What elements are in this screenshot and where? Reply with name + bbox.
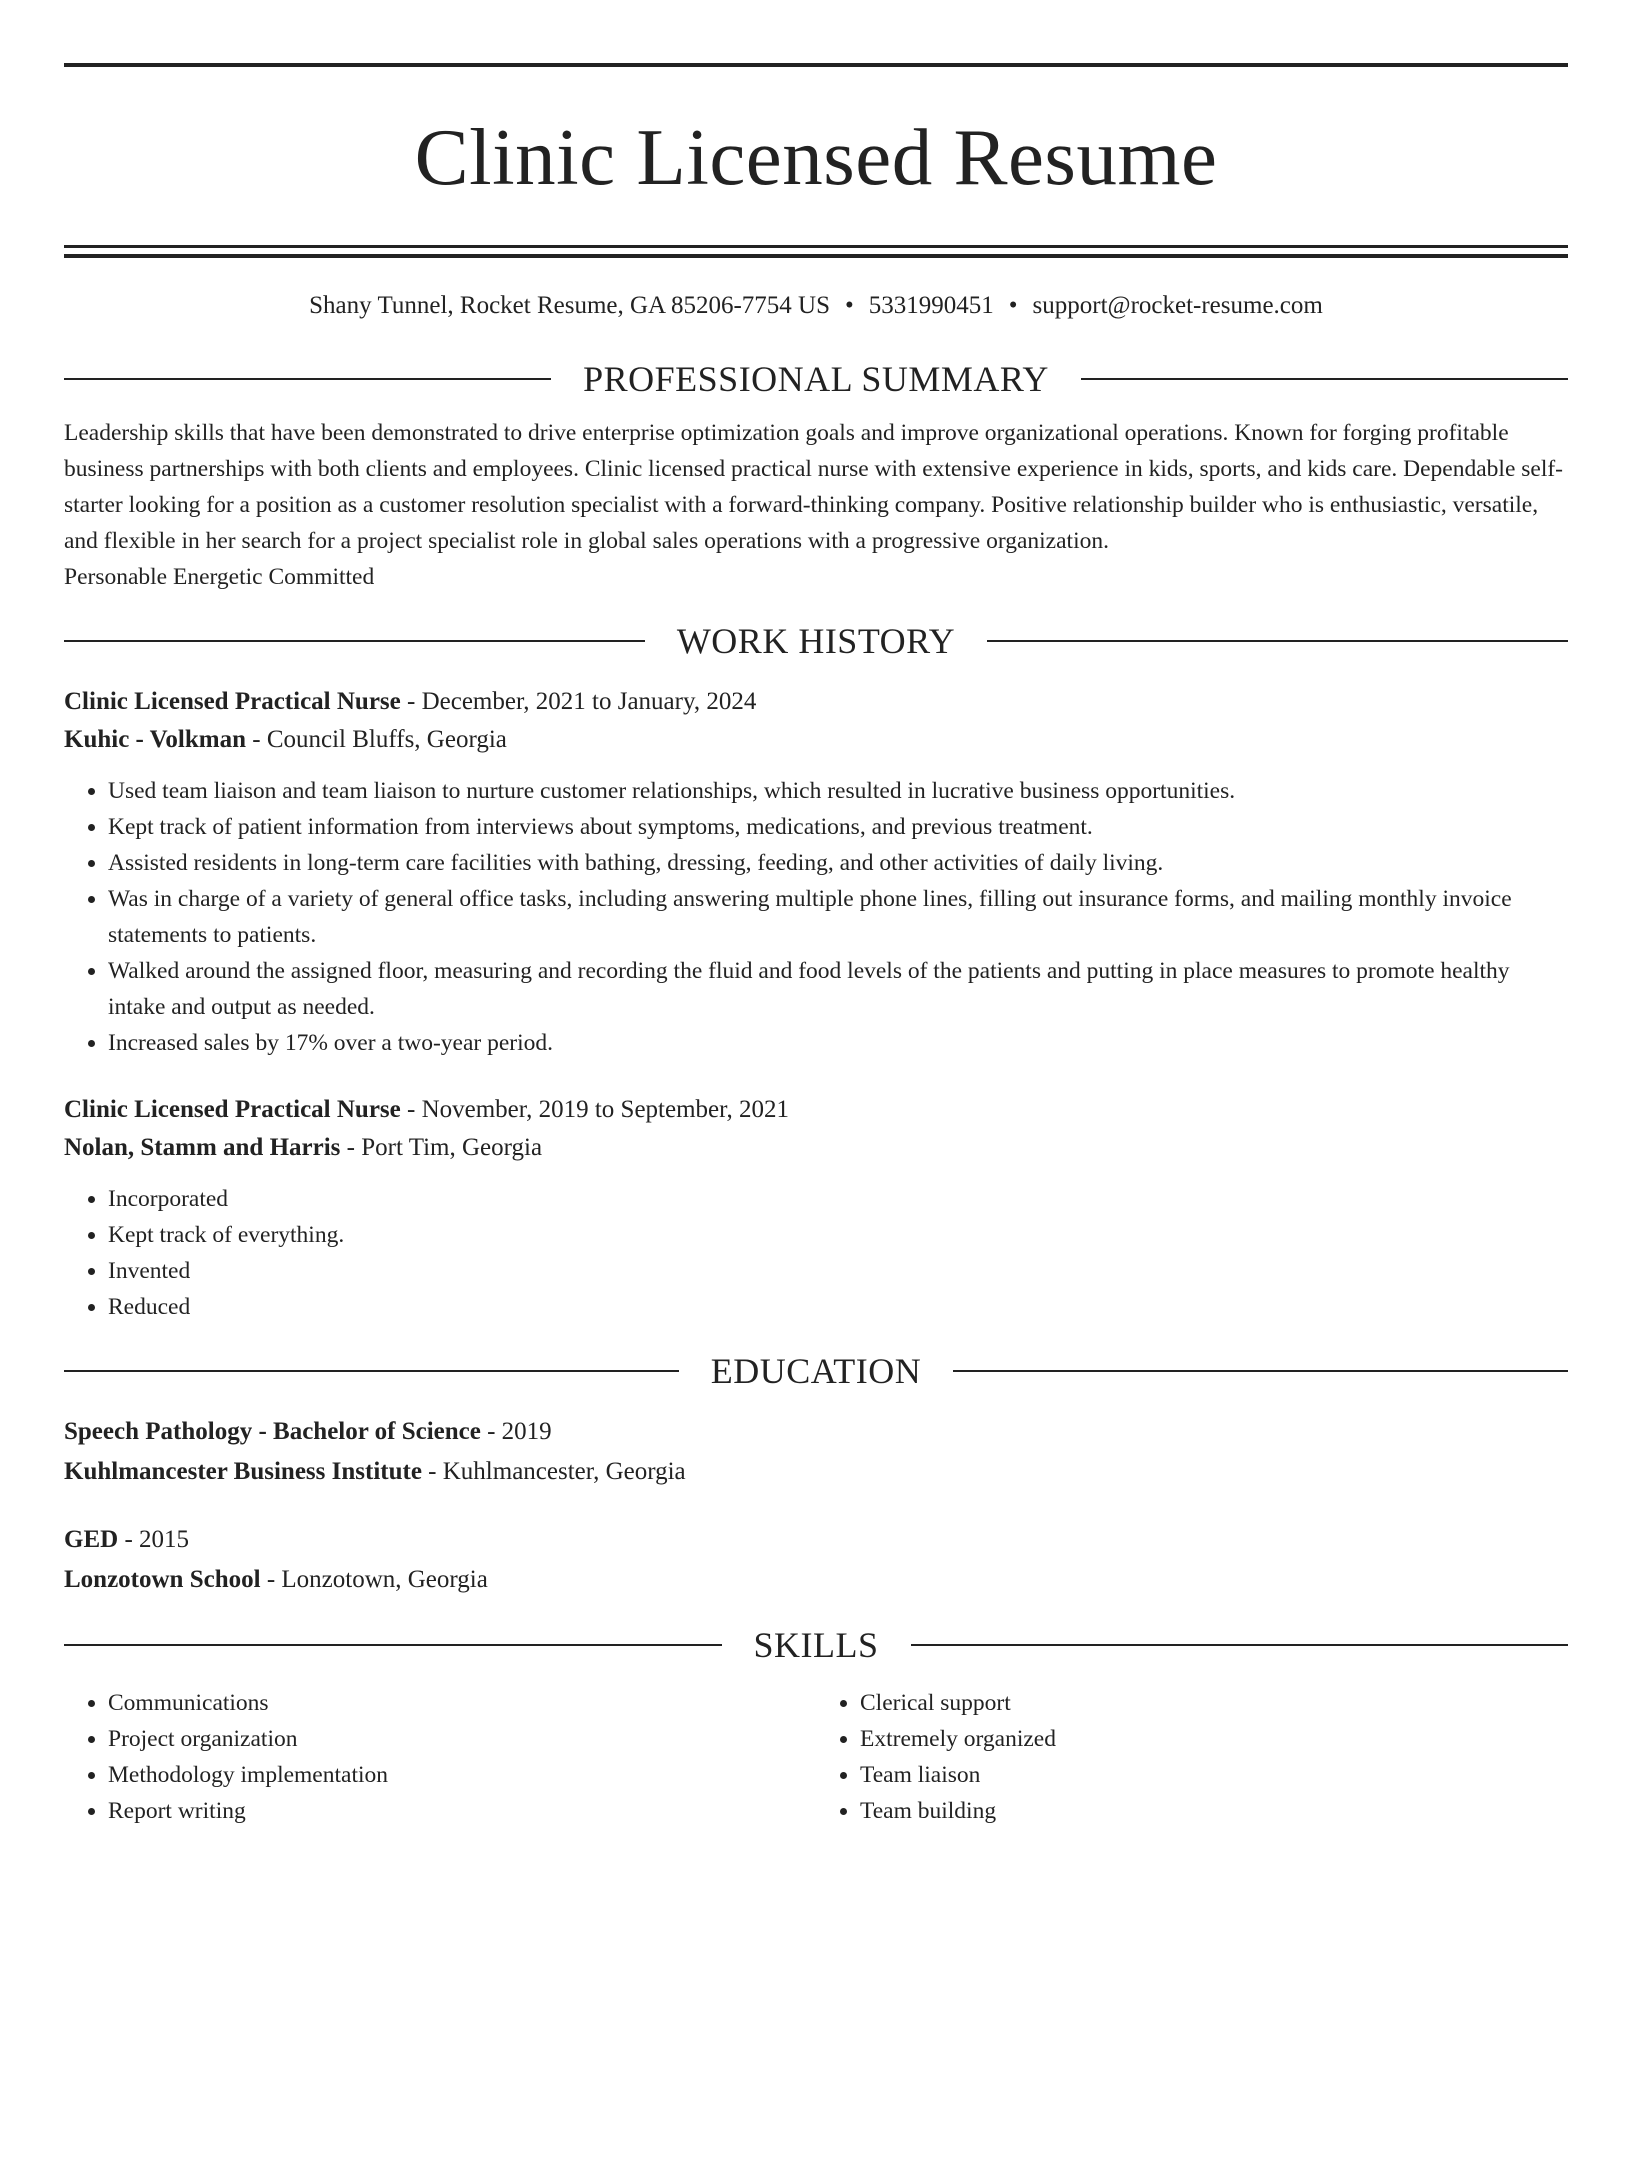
job-entry <box>64 1091 1568 1325</box>
contact-email: support@rocket-resume.com <box>1032 292 1323 319</box>
job-bullet-list <box>64 773 1568 1061</box>
education-year: - 2015 <box>118 1526 190 1553</box>
skills-list-right <box>816 1685 1568 1829</box>
education-heading-label: EDUCATION <box>710 1351 922 1391</box>
job-bullet: • Kept track of patient information from interviews about symptoms, medications, and previous treatment. <box>108 809 1568 845</box>
top-divider <box>64 63 1568 67</box>
skill-item: • Project organization <box>108 1721 816 1757</box>
job-dates: - December, 2021 to January, 2024 <box>400 688 757 715</box>
job-title: Clinic Licensed Practical Nurse <box>64 688 401 715</box>
job-bullet: • Incorporated <box>108 1181 1568 1217</box>
skill-item: • Methodology implementation <box>108 1757 816 1793</box>
job-bullet: • Reduced <box>108 1289 1568 1325</box>
skills-section-heading <box>64 1623 1568 1667</box>
education-school: Kuhlmancester Business Institute <box>64 1458 422 1485</box>
education-degree-line <box>64 1521 1568 1559</box>
education-degree-line <box>64 1413 1568 1451</box>
summary-heading-label: PROFESSIONAL SUMMARY <box>583 359 1049 399</box>
skill-item: • Report writing <box>108 1793 816 1829</box>
job-bullet: • Was in charge of a variety of general office tasks, including answering multiple phone lines, filling out insurance forms, and mailing monthly invoice statements to patients. <box>108 881 1568 953</box>
education-school-line <box>64 1561 1568 1599</box>
job-company: Nolan, Stamm and Harris <box>64 1134 341 1161</box>
heading-rule-left <box>64 1370 679 1372</box>
job-dates: - November, 2019 to September, 2021 <box>400 1096 789 1123</box>
skill-item: • Team building <box>860 1793 1568 1829</box>
summary-traits: Personable Energetic Committed <box>64 564 375 590</box>
education-year: - 2019 <box>480 1418 552 1445</box>
heading-rule-left <box>64 1644 722 1646</box>
work-heading-label: WORK HISTORY <box>676 621 956 661</box>
title-double-divider <box>64 245 1568 258</box>
heading-rule-right <box>987 640 1568 642</box>
education-degree: Speech Pathology - Bachelor of Science <box>64 1418 481 1445</box>
education-location: - Lonzotown, Georgia <box>260 1566 488 1593</box>
job-company-line <box>64 721 1568 759</box>
summary-text: Leadership skills that have been demonstrated to drive enterprise optimization goals and improve organizational operations. Known for forging profitable business partnerships with both clients and employees. Clinic licensed practical nurse with extensive experience in kids, sports, and kids care. Dependable self-starter looking for a position as a customer resolution specialist with a forward-thinking company. Positive relationship builder who is enthusiastic, versatile, and flexible in her search for a project specialist role in global sales operations with a progressive organization. <box>64 420 1564 554</box>
job-bullet: • Invented <box>108 1253 1568 1289</box>
job-title-line <box>64 1091 1568 1129</box>
job-entry <box>64 683 1568 1061</box>
resume-page <box>0 63 1632 2175</box>
job-bullet-list <box>64 1181 1568 1325</box>
skills-columns <box>64 1685 1568 1829</box>
job-bullet: • Used team liaison and team liaison to nurture customer relationships, which resulted in lucrative business opportunities. <box>108 773 1568 809</box>
education-section-heading <box>64 1349 1568 1393</box>
work-section-heading <box>64 619 1568 663</box>
job-company: Kuhic - Volkman <box>64 726 247 753</box>
contact-line <box>64 288 1568 324</box>
skill-item: • Communications <box>108 1685 816 1721</box>
skill-item: • Clerical support <box>860 1685 1568 1721</box>
heading-rule-right <box>953 1370 1568 1372</box>
heading-rule-right <box>1081 378 1568 380</box>
job-location: - Council Bluffs, Georgia <box>246 726 507 753</box>
education-degree: GED <box>64 1526 119 1553</box>
contact-separator: • <box>1008 292 1018 319</box>
education-location: - Kuhlmancester, Georgia <box>421 1458 686 1485</box>
education-entry <box>64 1521 1568 1599</box>
summary-block <box>64 415 1568 595</box>
resume-title: Clinic Licensed Resume <box>414 112 1218 202</box>
contact-separator: • <box>845 292 854 319</box>
job-bullet: • Assisted residents in long-term care facilities with bathing, dressing, feeding, and other activities of daily living. <box>108 845 1568 881</box>
education-school-line <box>64 1453 1568 1491</box>
job-bullet: • Increased sales by 17% over a two-year period. <box>108 1025 1568 1061</box>
job-bullet: • Walked around the assigned floor, measuring and recording the fluid and food levels of the patients and putting in place measures to promote healthy intake and output as needed. <box>108 953 1568 1025</box>
skill-item: • Team liaison <box>860 1757 1568 1793</box>
heading-rule-left <box>64 378 551 380</box>
education-entry <box>64 1413 1568 1491</box>
skills-list-left <box>64 1685 816 1829</box>
summary-section-heading <box>64 357 1568 401</box>
job-location: - Port Tim, Georgia <box>340 1134 543 1161</box>
contact-address: Shany Tunnel, Rocket Resume, GA 85206-7754 US <box>309 292 831 319</box>
skills-heading-label: SKILLS <box>753 1625 879 1665</box>
job-bullet: • Kept track of everything. <box>108 1217 1568 1253</box>
education-school: Lonzotown School <box>64 1566 261 1593</box>
job-title-line <box>64 683 1568 721</box>
contact-phone: 5331990451 <box>868 292 994 319</box>
heading-rule-right <box>911 1644 1569 1646</box>
job-company-line <box>64 1129 1568 1167</box>
heading-rule-left <box>64 640 645 642</box>
job-title: Clinic Licensed Practical Nurse <box>64 1096 401 1123</box>
skill-item: • Extremely organized <box>860 1721 1568 1757</box>
